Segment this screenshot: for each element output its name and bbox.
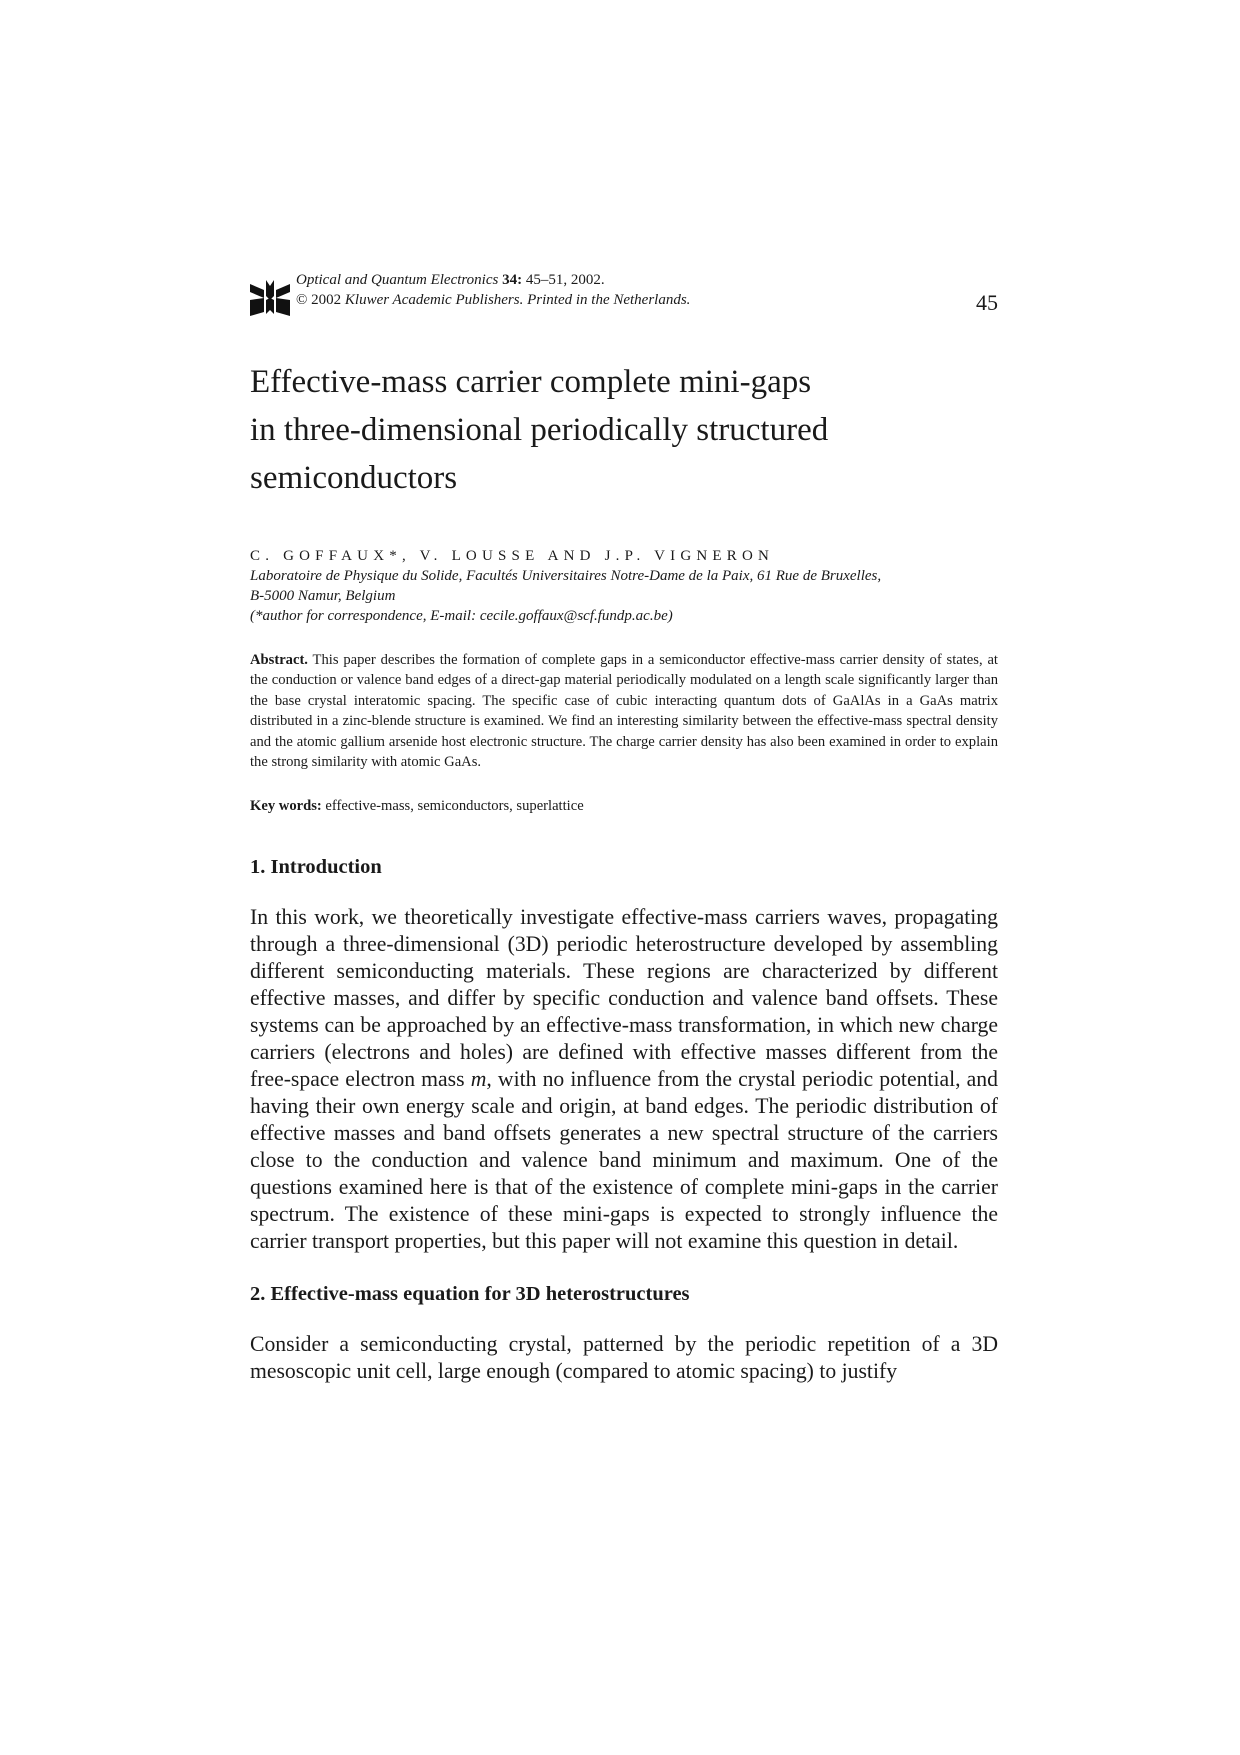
keywords-label: Key words:: [250, 798, 322, 815]
intro-text-part: In this work, we theoretically investigate effective-mass carriers waves, propagating through a three-dimensional (3D) periodic heterostructure developed by assembling different semiconducting materials. These regions are characterized by different effective masses, and differ by specific conduction and valence band offsets. These systems can be approached by an effective-mass transformation, in which new charge carriers (electrons and holes) are defined with effective masses different from the free-space electron mass: [250, 905, 998, 1092]
author-list: C. GOFFAUX*, V. LOUSSE AND J.P. VIGNERON: [250, 548, 775, 564]
section-heading-effective-mass: 2. Effective-mass equation for 3D heterostructures: [250, 1283, 690, 1306]
title-line: in three-dimensional periodically structured: [250, 412, 829, 448]
copyright-symbol: ©: [296, 292, 308, 308]
abstract-label: Abstract.: [250, 652, 308, 668]
affiliation-line: B-5000 Namur, Belgium: [250, 588, 396, 604]
copyright-year: 2002: [311, 292, 342, 308]
journal-header: [250, 270, 998, 330]
paper-page: [250, 270, 998, 1385]
affiliation: [250, 566, 998, 626]
math-symbol-m: m: [470, 1067, 487, 1092]
intro-text-part: , with no influence from the crystal periodic potential, and having their own energy scale and origin, at band edges. The periodic distribution of effective masses and band offsets generates a new spectral structure of the carriers close to the conduction and valence band minimum and maximum. One of the questions examined here is that of the existence of complete mini-gaps in the carrier spectrum. The existence of these mini-gaps is expected to strongly influence the carrier transport properties, but this paper will not examine this question in detail.: [250, 1067, 998, 1254]
kluwer-logo-icon: [250, 278, 290, 318]
paper-title: [250, 358, 998, 502]
journal-name: Optical and Quantum Electronics: [296, 272, 499, 288]
abstract: [250, 650, 998, 772]
title-line: semiconductors: [250, 460, 458, 496]
page-number: 45: [976, 290, 998, 315]
title-line: Effective-mass carrier complete mini-gaps: [250, 364, 812, 400]
journal-pages: 45–51, 2002.: [525, 272, 605, 288]
copyright-line: [296, 290, 690, 310]
affiliation-line: Laboratoire de Physique du Solide, Facultés Universitaires Notre-Dame de la Paix, 61 Rue de Bruxelles,: [250, 568, 882, 584]
section2-paragraph: Consider a semiconducting crystal, patterned by the periodic repetition of a 3D mesoscopic unit cell, large enough (compared to atomic spacing) to justify: [250, 1332, 998, 1384]
correspondence-line: (*author for correspondence, E-mail: cecile.goffaux@scf.fundp.ac.be): [250, 608, 673, 624]
keywords: [250, 796, 998, 816]
keywords-text: effective-mass, semiconductors, superlattice: [325, 798, 584, 815]
journal-citation: [296, 270, 690, 310]
section-heading-introduction: 1. Introduction: [250, 856, 382, 879]
introduction-paragraph: [250, 904, 998, 1255]
journal-volume: 34:: [502, 272, 523, 288]
abstract-text: This paper describes the formation of complete gaps in a semiconductor effective-mass carrier density of states, at the conduction or valence band edges of a direct-gap material periodically modulated on a length scale significantly larger than the base crystal interatomic spacing. The specific case of cubic interacting quantum dots of GaAlAs in a GaAs matrix distributed in a zinc-blende structure is examined. We find an interesting similarity between the effective-mass spectral density and the atomic gallium arsenide host electronic structure. The charge carrier density has also been examined in order to explain the strong similarity with atomic GaAs.: [250, 652, 998, 771]
publisher: Kluwer Academic Publishers. Printed in the Netherlands.: [344, 292, 691, 308]
journal-line: [296, 270, 690, 290]
